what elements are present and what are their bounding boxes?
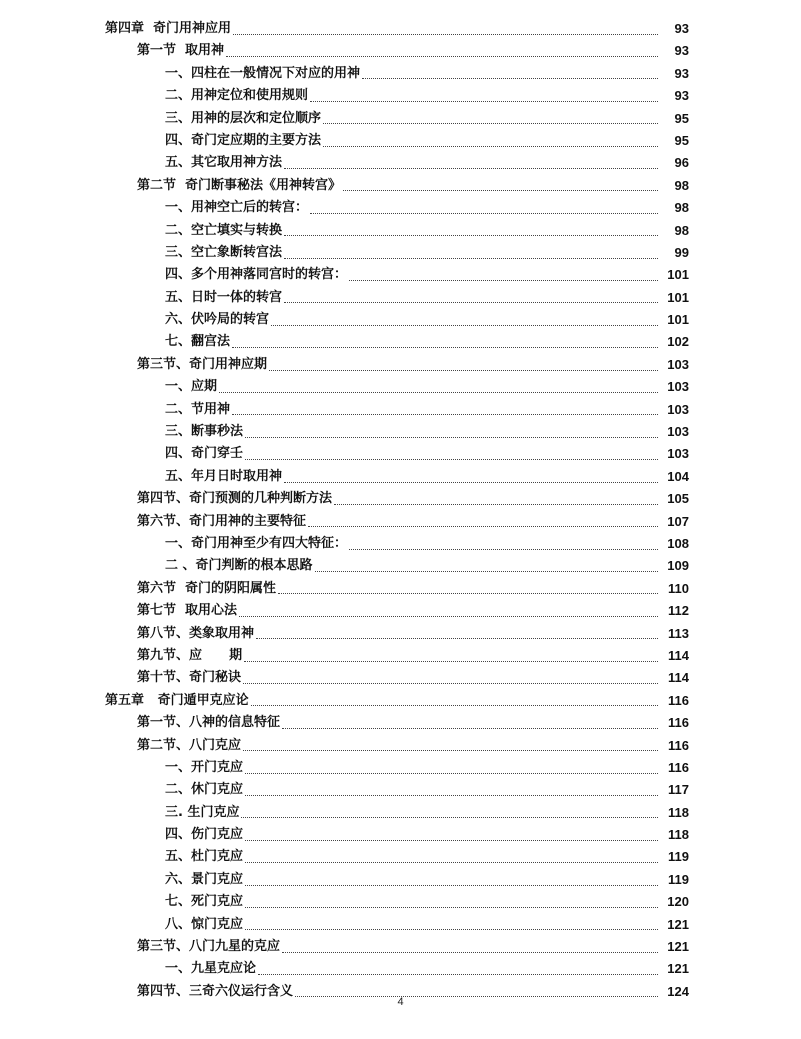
- toc-entry-title: 第八节、类象取用神: [137, 625, 255, 641]
- toc-subsection-entry[interactable]: [0, 63, 801, 85]
- dot-leader: [239, 616, 658, 617]
- toc-entry-page: 98: [674, 222, 689, 238]
- dot-leader: [226, 56, 658, 57]
- dot-leader: [284, 258, 658, 259]
- dot-leader: [256, 638, 658, 639]
- toc-entry-title: 二、休门克应: [165, 782, 244, 798]
- dot-leader: [362, 78, 658, 79]
- toc-entry-title: 第一节 取用神: [137, 43, 225, 59]
- toc-entry-page: 116: [668, 692, 689, 708]
- dot-leader: [258, 974, 658, 975]
- toc-entry-page: 118: [668, 804, 689, 820]
- toc-entry-page: 93: [674, 21, 689, 36]
- toc-chapter-entry[interactable]: [0, 690, 801, 712]
- toc-entry-page: 103: [667, 356, 689, 372]
- toc-entry-title: 第二节、八门克应: [137, 737, 242, 753]
- toc-entry-title: 三. 生门克应: [165, 804, 240, 820]
- dot-leader: [271, 325, 658, 326]
- dot-leader: [219, 392, 658, 393]
- toc-subsection-entry[interactable]: [0, 443, 801, 465]
- toc-subsection-entry[interactable]: [0, 914, 801, 936]
- dot-leader: [308, 526, 658, 527]
- dot-leader: [245, 840, 658, 841]
- toc-entry-title: 第六节 奇门的阴阳属性: [137, 580, 277, 596]
- dot-leader: [284, 168, 658, 169]
- dot-leader: [349, 549, 658, 550]
- toc-entry-title: 四、奇门定应期的主要方法: [165, 132, 322, 148]
- toc-entry-title: 第四节、三奇六仪运行含义: [137, 983, 294, 999]
- toc-section-entry[interactable]: [0, 354, 801, 376]
- toc-chapter-entry[interactable]: [0, 18, 801, 40]
- toc-entry-page: 109: [667, 558, 689, 574]
- dot-leader: [241, 817, 658, 818]
- toc-entry-page: 103: [667, 446, 689, 462]
- toc-entry-page: 124: [667, 983, 689, 999]
- toc-entry-title: 三、用神的层次和定位顺序: [165, 110, 322, 126]
- toc-entry-page: 119: [668, 849, 689, 865]
- toc-subsection-entry[interactable]: [0, 331, 801, 353]
- toc-subsection-entry[interactable]: [0, 421, 801, 443]
- toc-entry-title: 八、惊门克应: [165, 916, 244, 932]
- toc-entry-title: 第四节、奇门预测的几种判断方法: [137, 491, 333, 507]
- toc-section-entry[interactable]: [0, 175, 801, 197]
- toc-entry-page: 112: [668, 603, 689, 619]
- toc-entry-page: 121: [667, 916, 689, 932]
- dot-leader: [245, 437, 658, 438]
- toc-entry-page: 121: [667, 939, 689, 955]
- toc-subsection-entry[interactable]: [0, 130, 801, 152]
- dot-leader: [232, 347, 658, 348]
- toc-entry-page: 103: [667, 379, 689, 395]
- dot-leader: [232, 414, 658, 415]
- toc-entry-title: 一、应期: [165, 379, 218, 395]
- toc-entry-page: 93: [674, 88, 689, 104]
- toc-entry-page: 116: [668, 715, 689, 731]
- dot-leader: [245, 885, 658, 886]
- page-number: 4: [397, 996, 404, 1008]
- toc-entry-page: 101: [667, 312, 689, 328]
- dot-leader: [343, 190, 658, 191]
- toc-entry-title: 四、伤门克应: [165, 827, 244, 843]
- toc-section-entry[interactable]: [0, 488, 801, 510]
- toc-entry-page: 95: [674, 110, 689, 126]
- toc-entry-page: 103: [667, 424, 689, 440]
- toc-subsection-entry[interactable]: [0, 958, 801, 980]
- toc-entry-page: 116: [668, 759, 689, 775]
- toc-entry-page: 95: [674, 132, 689, 148]
- toc-subsection-entry[interactable]: [0, 846, 801, 868]
- toc-entry-title: 二、用神定位和使用规则: [165, 88, 309, 104]
- toc-subsection-entry[interactable]: [0, 309, 801, 331]
- toc-subsection-entry[interactable]: [0, 891, 801, 913]
- toc-entry-page: 101: [667, 267, 689, 283]
- toc-section-entry[interactable]: [0, 623, 801, 645]
- toc-entry-title: 第五章 奇门遁甲克应论: [105, 692, 249, 708]
- toc-entry-title: 五、年月日时取用神: [165, 468, 283, 484]
- toc-entry-title: 五、其它取用神方法: [165, 155, 283, 171]
- toc-section-entry[interactable]: [0, 712, 801, 734]
- dot-leader: [244, 661, 658, 662]
- toc-entry-title: 一、用神空亡后的转宫：: [165, 200, 309, 216]
- toc-entry-page: 117: [668, 782, 689, 798]
- toc-entry-title: 第三节、八门九星的克应: [137, 939, 281, 955]
- toc-entry-page: 99: [674, 244, 689, 260]
- dot-leader: [310, 101, 658, 102]
- toc-entry-title: 一、开门克应: [165, 759, 244, 775]
- toc-entry-page: 107: [667, 513, 689, 529]
- toc-entry-title: 一、奇门用神至少有四大特征：: [165, 535, 348, 551]
- dot-leader: [269, 370, 658, 371]
- dot-leader: [251, 705, 658, 706]
- toc-subsection-entry[interactable]: [0, 824, 801, 846]
- toc-section-entry[interactable]: [0, 578, 801, 600]
- dot-leader: [284, 302, 658, 303]
- toc-entry-title: 五、杜门克应: [165, 849, 244, 865]
- toc-entry-title: 二、空亡填实与转换: [165, 222, 283, 238]
- dot-leader: [334, 504, 658, 505]
- toc-entry-page: 98: [674, 200, 689, 216]
- toc-subsection-entry[interactable]: [0, 242, 801, 264]
- toc-entry-title: 七、死门克应: [165, 894, 244, 910]
- dot-leader: [310, 213, 658, 214]
- toc-entry-page: 113: [668, 625, 689, 641]
- toc-subsection-entry[interactable]: [0, 399, 801, 421]
- toc-entry-page: 114: [668, 670, 689, 686]
- toc-section-entry[interactable]: [0, 936, 801, 958]
- toc-entry-page: 108: [667, 535, 689, 551]
- toc-entry-title: 四、奇门穿壬: [165, 446, 244, 462]
- dot-leader: [349, 280, 658, 281]
- toc-entry-page: 104: [667, 468, 689, 484]
- toc-entry-title: 第二节 奇门断事秘法《用神转宫》: [137, 177, 342, 193]
- toc-entry-page: 93: [674, 43, 689, 59]
- toc-subsection-entry[interactable]: [0, 533, 801, 555]
- toc-entry-title: 四、多个用神落同宫时的转宫：: [165, 267, 348, 283]
- toc-entry-title: 三、断事秒法: [165, 424, 244, 440]
- toc-subsection-entry[interactable]: [0, 869, 801, 891]
- dot-leader: [245, 929, 658, 930]
- toc-entry-title: 第七节 取用心法: [137, 603, 238, 619]
- dot-leader: [243, 750, 658, 751]
- dot-leader: [245, 773, 658, 774]
- toc-section-entry[interactable]: [0, 511, 801, 533]
- toc-subsection-entry[interactable]: [0, 220, 801, 242]
- toc-subsection-entry[interactable]: [0, 757, 801, 779]
- toc-entry-page: 114: [668, 647, 689, 663]
- toc-entry-page: 96: [674, 155, 689, 171]
- toc-entry-title: 第三节、奇门用神应期: [137, 356, 268, 372]
- toc-entry-page: 98: [674, 177, 689, 193]
- dot-leader: [323, 146, 658, 147]
- toc-section-entry[interactable]: [0, 645, 801, 667]
- toc-subsection-entry[interactable]: [0, 802, 801, 824]
- toc-entry-page: 120: [667, 894, 689, 910]
- toc-entry-title: 六、伏吟局的转宫: [165, 312, 270, 328]
- dot-leader: [282, 728, 658, 729]
- toc-entry-title: 一、四柱在一般情况下对应的用神: [165, 65, 361, 81]
- toc-subsection-entry[interactable]: [0, 85, 801, 107]
- toc-subsection-entry[interactable]: [0, 152, 801, 174]
- toc-entry-title: 第六节、奇门用神的主要特征: [137, 513, 307, 529]
- dot-leader: [284, 482, 658, 483]
- toc-entry-title: 三、空亡象断转宫法: [165, 244, 283, 260]
- toc-entry-title: 第九节、应 期: [137, 647, 243, 663]
- toc-section-entry[interactable]: [0, 735, 801, 757]
- toc-entry-page: 116: [668, 737, 689, 753]
- toc-entry-page: 118: [668, 827, 689, 843]
- toc-section-entry[interactable]: [0, 40, 801, 62]
- table-of-contents: [0, 18, 801, 1003]
- toc-entry-page: 110: [668, 580, 689, 596]
- toc-subsection-entry[interactable]: [0, 555, 801, 577]
- dot-leader: [233, 34, 658, 35]
- toc-entry-page: 119: [668, 871, 689, 887]
- toc-subsection-entry[interactable]: [0, 197, 801, 219]
- dot-leader: [323, 123, 658, 124]
- toc-entry-title: 第一节、八神的信息特征: [137, 715, 281, 731]
- dot-leader: [284, 235, 658, 236]
- dot-leader: [315, 571, 658, 572]
- toc-entry-title: 第四章 奇门用神应用: [105, 21, 232, 36]
- toc-subsection-entry[interactable]: [0, 376, 801, 398]
- dot-leader: [243, 683, 658, 684]
- toc-entry-page: 121: [667, 961, 689, 977]
- dot-leader: [245, 907, 658, 908]
- toc-entry-page: 101: [667, 289, 689, 305]
- toc-entry-title: 五、日时一体的转宫: [165, 289, 283, 305]
- toc-subsection-entry[interactable]: [0, 779, 801, 801]
- toc-entry-page: 105: [667, 491, 689, 507]
- toc-entry-title: 二、节用神: [165, 401, 231, 417]
- toc-entry-title: 一、九星克应论: [165, 961, 257, 977]
- toc-entry-title: 二 、奇门判断的根本思路: [165, 558, 313, 574]
- toc-entry-page: 103: [667, 401, 689, 417]
- toc-entry-title: 七、翻宫法: [165, 334, 231, 350]
- toc-section-entry[interactable]: [0, 600, 801, 622]
- toc-entry-page: 93: [674, 65, 689, 81]
- toc-entry-page: 102: [667, 334, 689, 350]
- dot-leader: [245, 862, 658, 863]
- dot-leader: [245, 795, 658, 796]
- toc-entry-title: 六、景门克应: [165, 871, 244, 887]
- dot-leader: [282, 952, 658, 953]
- dot-leader: [245, 459, 658, 460]
- toc-entry-title: 第十节、奇门秘诀: [137, 670, 242, 686]
- dot-leader: [278, 593, 658, 594]
- toc-subsection-entry[interactable]: [0, 466, 801, 488]
- toc-subsection-entry[interactable]: [0, 287, 801, 309]
- toc-subsection-entry[interactable]: [0, 108, 801, 130]
- toc-section-entry[interactable]: [0, 667, 801, 689]
- toc-subsection-entry[interactable]: [0, 264, 801, 286]
